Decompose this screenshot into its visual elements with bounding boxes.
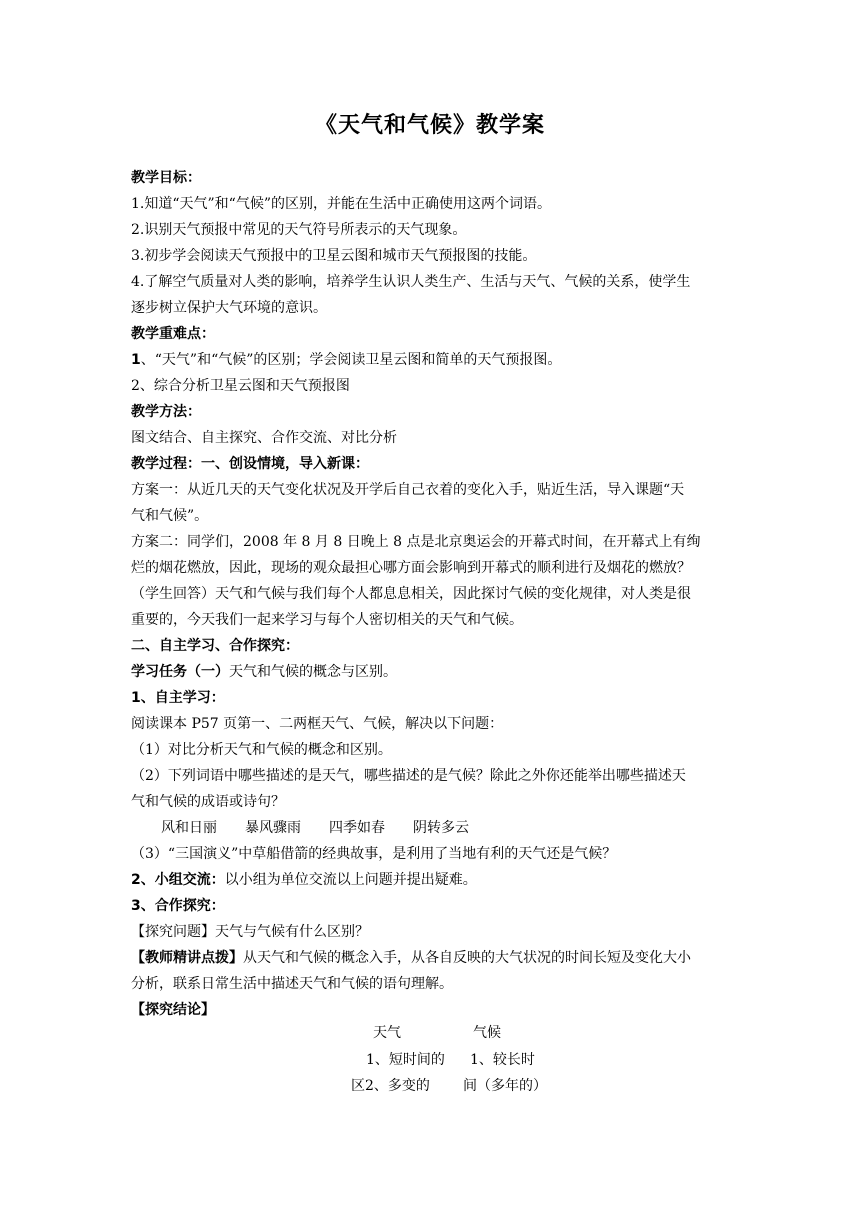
idiom-item: 阴转多云 xyxy=(413,820,469,836)
teacher-note-line: 分析，联系日常生活中描述天气和气候的语句理解。 xyxy=(131,976,453,992)
teacher-note-line xyxy=(131,945,736,971)
page-title: 《天气和气候》教学案 xyxy=(314,113,545,138)
plan-one-line: 方案一：从近几天的天气变化状况及开学后自己衣着的变化入手，贴近生活，导入课题“天 xyxy=(131,482,685,498)
reading-instruction: 阅读课本 P57 页第一、二两框天气、气候，解决以下问题： xyxy=(131,716,504,732)
group-text: 以小组为单位交流以上问题并提出疑难。 xyxy=(224,872,477,888)
plan-one-line: 气和气候”。 xyxy=(131,508,209,524)
comparison-cell: 区2、多变的 xyxy=(351,1078,430,1094)
key-points-heading: 教学重难点： xyxy=(131,326,215,342)
cooperation-heading: 3、合作探究： xyxy=(131,898,225,914)
goal-item: 1.知道“天气”和“气候”的区别，并能在生活中正确使用这两个词语。 xyxy=(131,196,551,212)
comparison-cell: 1、短时间的 xyxy=(366,1052,445,1068)
idiom-item: 四季如春 xyxy=(329,820,385,836)
question-two-line: （2）下列词语中哪些描述的是天气，哪些描述的是气候？除此之外你还能举出哪些描述天 xyxy=(131,768,686,784)
goal-item: 4.了解空气质量对人类的影响，培养学生认识人类生产、生活与天气、气候的关系，使学生 xyxy=(131,274,691,290)
idiom-item: 风和日丽 xyxy=(161,820,217,836)
group-line xyxy=(131,867,736,893)
plan-two-line: 方案二：同学们，2008 年 8 月 8 日晚上 8 点是北京奥运会的开幕式时间，在开幕式上有绚 xyxy=(131,534,701,550)
plan-two-line: 烂的烟花燃放，因此，现场的观众最担心哪方面会影响到开幕式的顺利进行及烟花的燃放？ xyxy=(131,560,691,576)
method-text: 图文结合、自主探究、合作交流、对比分析 xyxy=(131,430,397,446)
task-one-text: 天气和气候的概念与区别。 xyxy=(229,664,397,680)
goals-heading: 教学目标： xyxy=(131,170,201,186)
goal-item: 逐步树立保护大气环境的意识。 xyxy=(131,300,327,316)
task-one-label: 学习任务（一） xyxy=(131,664,229,680)
question-three: （3）“三国演义”中草船借箭的经典故事，是利用了当地有利的天气还是气候？ xyxy=(131,846,617,862)
plan-two-line: （学生回答）天气和气候与我们每个人都息息相关，因此探讨气候的变化规律，对人类是很 xyxy=(131,586,691,602)
explore-question: 【探究问题】天气与气候有什么区别？ xyxy=(131,924,369,940)
process-heading: 教学过程：一、创设情境，导入新课： xyxy=(131,456,369,472)
comparison-cell: 1、较长时 xyxy=(470,1052,535,1068)
self-study-heading: 1、自主学习： xyxy=(131,690,225,706)
comparison-header-weather: 天气 xyxy=(373,1025,401,1041)
key-point-item: 2、综合分析卫星云图和天气预报图 xyxy=(131,378,350,394)
teacher-note-label: 【教师精讲点拨】 xyxy=(131,950,243,966)
key-point-item xyxy=(131,347,736,373)
comparison-header-climate: 气候 xyxy=(473,1025,501,1041)
task-one-line xyxy=(131,659,736,685)
question-two-line: 气和气候的成语或诗句？ xyxy=(131,794,285,810)
idiom-item: 暴风骤雨 xyxy=(245,820,301,836)
method-heading: 教学方法： xyxy=(131,404,201,420)
section-two-heading: 二、自主学习、合作探究： xyxy=(131,638,299,654)
teacher-note-text: 从天气和气候的概念入手，从各自反映的大气状况的时间长短及变化大小 xyxy=(243,950,691,966)
idiom-list xyxy=(131,815,736,841)
goal-item: 3.初步学会阅读天气预报中的卫星云图和城市天气预报图的技能。 xyxy=(131,248,537,264)
comparison-cell: 间（多年的） xyxy=(463,1078,547,1094)
key-point-text: 、“天气”和“气候”的区别；学会阅读卫星云图和简单的天气预报图。 xyxy=(140,352,562,368)
question-one: （1）对比分析天气和气候的概念和区别。 xyxy=(131,742,392,758)
group-heading: 2、小组交流： xyxy=(131,872,225,888)
conclusion-label: 【探究结论】 xyxy=(131,1002,215,1018)
document-body xyxy=(131,165,736,1023)
goal-item: 2.识别天气预报中常见的天气符号所表示的天气现象。 xyxy=(131,222,467,238)
plan-two-line: 重要的，今天我们一起来学习与每个人密切相关的天气和气候。 xyxy=(131,612,523,628)
key-point-number: 1 xyxy=(131,352,141,368)
